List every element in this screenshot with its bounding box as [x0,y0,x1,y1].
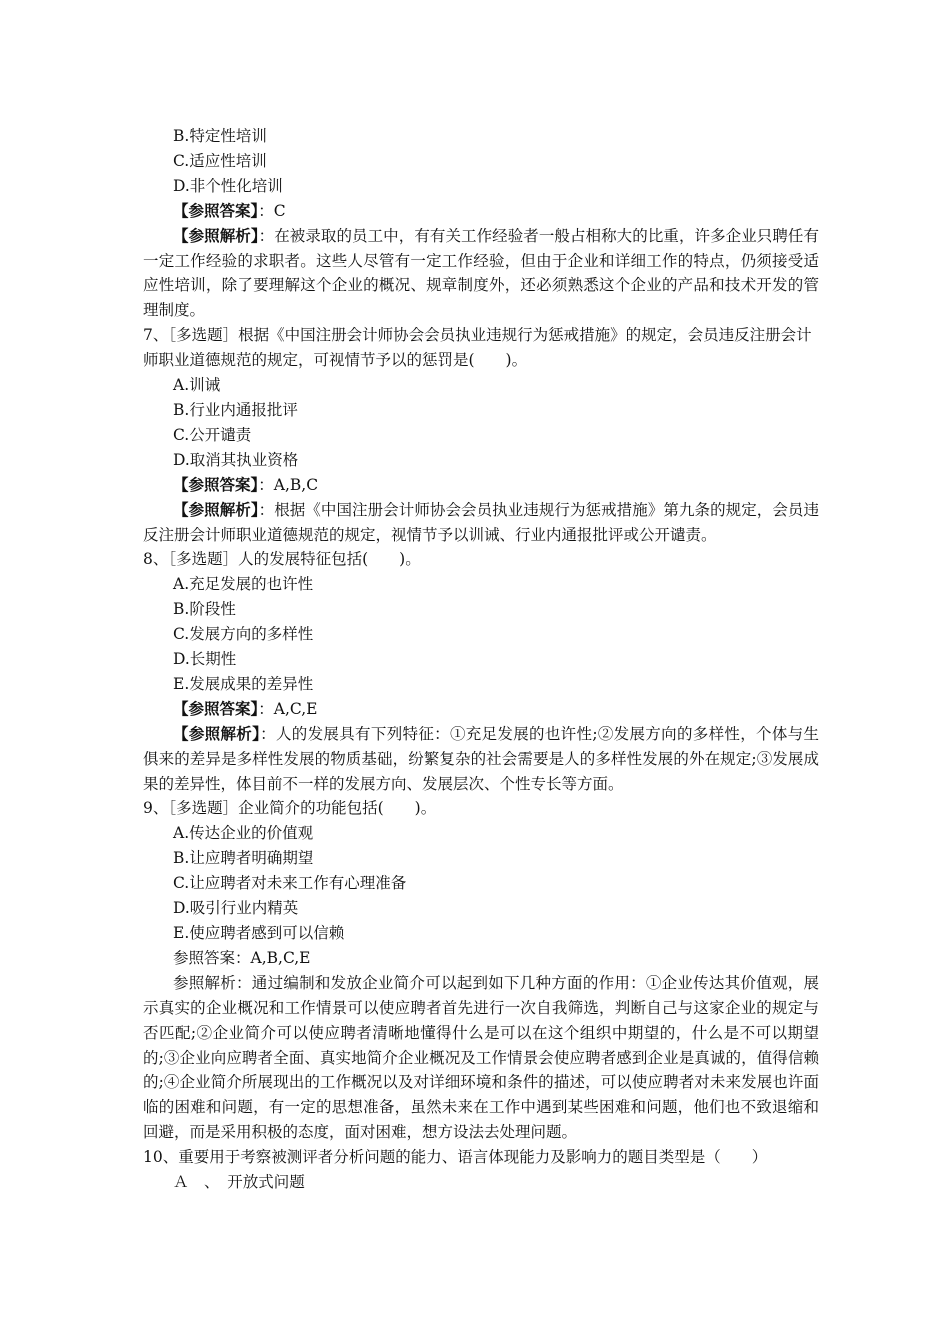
q6-option-d: D.非个性化培训 [173,176,283,195]
q6-analysis [143,224,819,324]
q6-option-c: C.适应性培训 [173,151,267,170]
q6-answer-value: ：C [258,201,286,220]
q10-option-a: Ａ 、 开放式问题 [173,1173,305,1192]
q10-stem: 10、重要用于考察被测评者分析问题的能力、语言体现能力及影响力的题目类型是（ ） [143,1148,768,1167]
q6-analysis-text: ：在被录取的员工中，有有关工作经验者一般占相称大的比重，许多企业只聘任有一定工作经验的求职者。这些人尽管有一定工作经验，但由于企业和详细工作的特点，仍须接受适应性培训，除了要理解这个企业的概况、规章制度外，还必须熟悉这个企业的产品和技术开发的管理制度。 [143,226,819,320]
q7-option-a: A.训诫 [173,376,221,395]
q9-option-a: A.传达企业的价值观 [173,824,314,843]
q6-answer-label: 【参照答案】 [173,200,259,220]
q7-stem: 7、［多选题］根据《中国注册会计师协会会员执业违规行为惩戒措施》的规定，会员违反注册会计师职业道德规范的规定，可视情节予以的惩罚是( )。 [143,326,812,370]
q7-answer [143,473,819,498]
q8-stem: 8、［多选题］人的发展特征包括( )。 [143,550,421,569]
q8-option-c: C.发展方向的多样性 [173,625,314,644]
q7-analysis [143,498,819,548]
q8-option-a: A.充足发展的也许性 [173,575,314,594]
q9-option-b: B.让应聘者明确期望 [173,849,314,868]
document-content [143,124,819,1195]
q6-option-b: B.特定性培训 [173,127,267,145]
q7-option-c: C.公开谴责 [173,425,252,444]
q7-analysis-text: ：根据《中国注册会计师协会会员执业违规行为惩戒措施》第九条的规定，会员违反注册会计师职业道德规范的规定，视情节予以训诫、行业内通报批评或公开谴责。 [143,500,819,544]
q6-answer [143,199,819,224]
q7-option-d: D.取消其执业资格 [173,450,299,469]
q7-answer-label: 【参照答案】 [173,474,259,494]
q8-answer [143,697,819,722]
q8-analysis-label: 【参照解析】 [173,723,261,743]
q8-answer-value: ：A,C,E [258,699,318,718]
q6-analysis-label: 【参照解析】 [173,225,259,245]
q8-analysis-text: ：人的发展具有下列特征：①充足发展的也许性;②发展方向的多样性，个体与生俱来的差异是多样性发展的物质基础，纷繁复杂的社会需要是人的多样性发展的外在规定;③发展成果的差异性，体目前不一样的发展方向、发展层次、个性专长等方面。 [143,724,819,793]
q7-analysis-label: 【参照解析】 [173,499,259,519]
q9-stem: 9、［多选题］企业简介的功能包括( )。 [143,799,437,818]
q8-option-b: B.阶段性 [173,600,236,619]
q9-option-d: D.吸引行业内精英 [173,899,299,918]
q8-analysis [143,722,819,797]
q9-answer: 参照答案：A,B,C,E [173,948,311,967]
q9-option-e: E.使应聘者感到可以信赖 [173,924,345,942]
q7-answer-value: ：A,B,C [258,475,319,494]
q7-option-b: B.行业内通报批评 [173,400,298,419]
q8-answer-label: 【参照答案】 [173,698,259,718]
q9-analysis: 参照解析：通过编制和发放企业简介可以起到如下几种方面的作用：①企业传达其价值观，展示真实的企业概况和工作情景可以使应聘者首先进行一次自我筛选，判断自己与这家企业的规定与否匹配;②企业简介可以使应聘者清晰地懂得什么是可以在这个组织中期望的，什么是不可以期望的;③企业向应聘者全面、真实地简介企业概况及工作情景会使应聘者感到企业是真诚的，值得信赖的;④企业简介所展现出的工作概况以及对详细环境和条件的描述，可以使应聘者对未来发展也许面临的困难和问题，有一定的思想准备，虽然未来在工作中遇到某些困难和问题，他们也不致退缩和回避，而是采用积极的态度，面对困难，想方设法去处理问题。 [143,973,819,1142]
q8-option-e: E.发展成果的差异性 [173,674,314,693]
q8-option-d: D.长期性 [173,650,237,669]
q9-option-c: C.让应聘者对未来工作有心理准备 [173,874,407,893]
